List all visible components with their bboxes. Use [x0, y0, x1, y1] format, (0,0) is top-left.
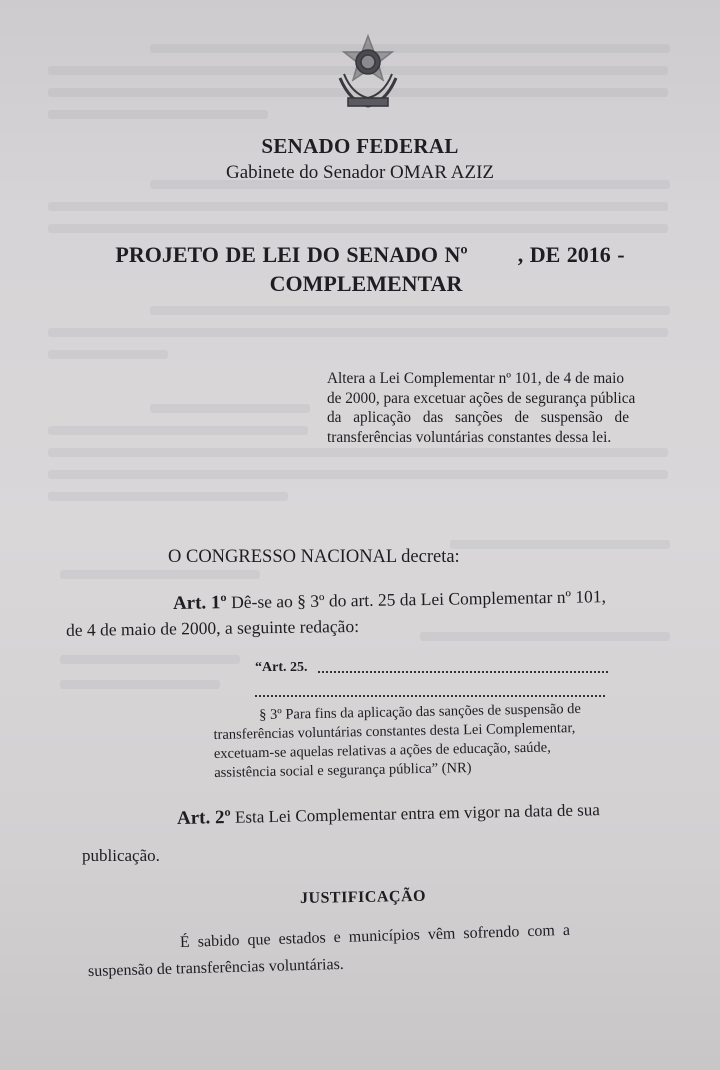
paragraph-line: § 3º Para fins da aplicação das sanções de suspensão de [259, 700, 582, 724]
institution-heading: SENADO FEDERAL [261, 134, 459, 158]
ellipsis-dots [255, 695, 605, 697]
article-1-line2: de 4 de maio de 2000, a seguinte redação: [65, 615, 360, 640]
summary-line: transferências voluntárias constantes dessa lei. [327, 428, 612, 446]
article-1-line1 [173, 586, 606, 615]
paragraph-line: assistência social e segurança pública” (NR) [214, 760, 472, 781]
summary-line: de 2000, para excetuar ações de segurança pública [327, 389, 636, 407]
ellipsis-dots [318, 671, 608, 673]
paragraph-line: excetuam-se aquelas relativas a ações de educação, saúde, [213, 739, 551, 762]
article-2-text: Esta Lei Complementar entra em vigor na data de sua [234, 800, 601, 827]
bill-summary [327, 369, 675, 447]
summary-line: Altera a Lei Complementar nº 101, de 4 de maio [327, 370, 624, 387]
decree-clause: O CONGRESSO NACIONAL decreta: [168, 547, 460, 567]
quoted-article-ref [255, 660, 308, 676]
bill-title-year: , DE 2016 - [517, 242, 625, 267]
article-2-line2: publicação. [82, 846, 160, 865]
article-2-label: Art. 2º [176, 806, 231, 829]
quoted-article-label: “Art. 25. [255, 660, 308, 675]
office-subheading: Gabinete do Senador OMAR AZIZ [225, 162, 495, 183]
article-1-text: Dê-se ao § 3º do art. 25 da Lei Complementar nº 101, [230, 586, 607, 613]
quoted-paragraph [213, 699, 654, 783]
summary-line: da aplicação das sanções de suspensão de [327, 409, 629, 426]
article-2-line1 [177, 799, 600, 830]
article-1-label: Art. 1º [172, 592, 227, 614]
justification-line2: suspensão de transferências voluntárias. [87, 955, 345, 980]
bill-title-line1 [0, 242, 720, 268]
paragraph-line: transferências voluntárias constantes desta Lei Complementar, [213, 720, 576, 743]
justification-heading: JUSTIFICAÇÃO [299, 887, 427, 907]
bill-title-number: PROJETO DE LEI DO SENADO Nº [115, 242, 468, 267]
bill-title-line2: COMPLEMENTAR [269, 271, 463, 296]
coat-of-arms-icon [330, 32, 406, 114]
justification-line1: É sabido que estados e municípios vêm sofrendo com a [179, 921, 571, 951]
